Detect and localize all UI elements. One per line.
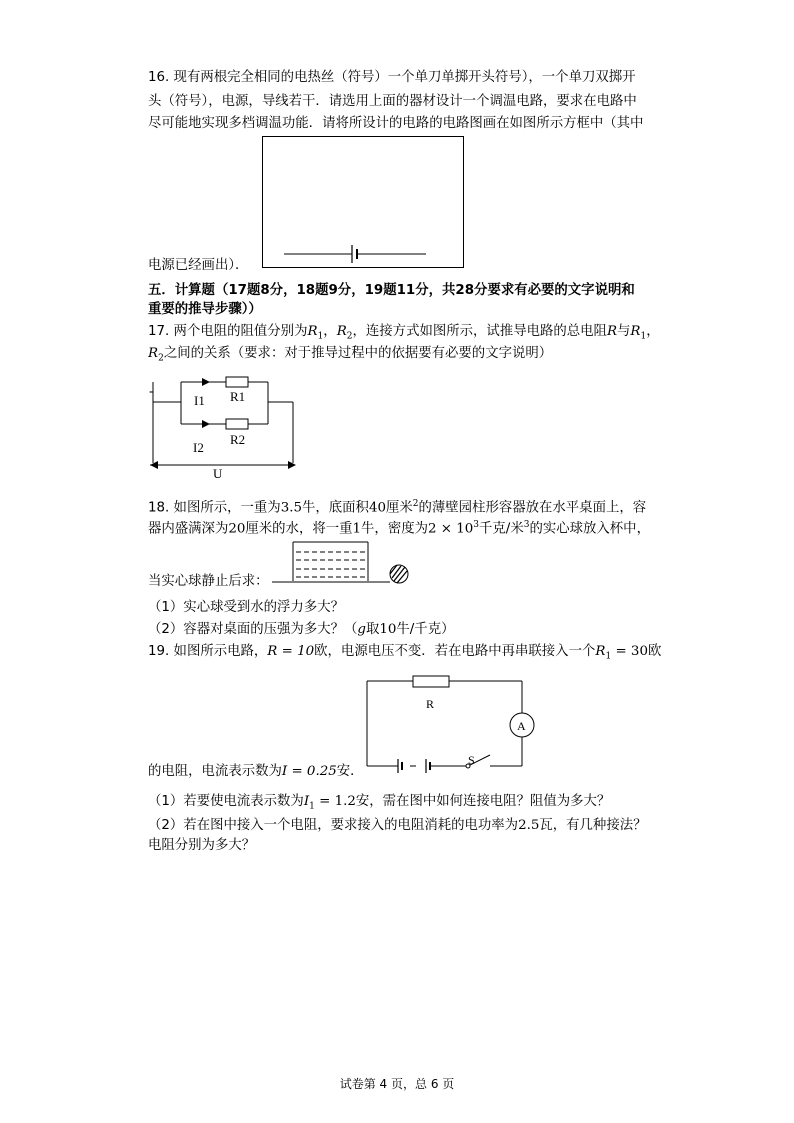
q19-sub-2: （2）若在图中接入一个电阻，要求接入的电阻消耗的电功率为2.5瓦，有几种接法？ — [148, 818, 647, 833]
ammeter-a-label: A — [517, 719, 526, 733]
resistor-r-label: R — [426, 697, 435, 711]
q19-sub-2-cont: 电阻分别为多大？ — [148, 838, 256, 853]
q17-line-2: $R_2$之间的关系（要求：对于推导过程中的依据要有必要的文字说明） — [148, 346, 553, 364]
section-heading-line-1: 五．计算题（17题8分，18题9分，19题11分，共28分要求有必要的文字说明和 — [148, 283, 635, 298]
switch-s-label: S — [468, 753, 475, 767]
q18-sub-1: （1）实心球受到水的浮力多大？ — [148, 600, 344, 615]
arrow-u-left-icon — [150, 461, 158, 469]
q16-answer-box — [262, 136, 466, 270]
q18-line-1: 18. 如图所示，一重为3.5牛，底面积40厘米$^2$的薄壁园柱形容器放在水平桌面上，容 — [148, 499, 647, 516]
q17-parallel-circuit — [146, 372, 301, 484]
q19-sub-1: （1）若要使电流表示数为$I_1 = 1.2$安，需在图中如何连接电阻？阻值为多大？ — [148, 794, 611, 812]
q16-line-2: 头（符号），电源，导线若干．请选用上面的器材设计一个调温电路，要求在电路中 — [148, 94, 637, 109]
arrow-i1-icon — [202, 378, 210, 386]
q19-series-circuit — [364, 674, 540, 778]
q18-line-2: 器内盛满深为20厘米的水，将一重1牛，密度为$2 \times 10^3$千克/米$^3$的实心球放入杯中， — [148, 520, 650, 537]
q16-line-4: 电源已经画出）． — [148, 258, 249, 273]
q18-sub-2: （2）容器对桌面的压强为多大？（g取10牛/千克） — [148, 622, 455, 637]
u-label: U — [213, 466, 223, 481]
q18-line-3: 当实心球静止后求： — [148, 574, 269, 589]
r2-label: R2 — [230, 432, 246, 447]
page-footer: 试卷第 4 页，总 6 页 — [339, 1077, 455, 1091]
battery-symbol — [284, 245, 426, 263]
i2-label: I2 — [193, 440, 204, 455]
q17-line-1: 17. 两个电阻的阻值分别为$R_1$，$R_2$，连接方式如图所示，试推导电路的总电阻R与$R_1$， — [148, 324, 660, 342]
q16-line-1: 16. 现有两根完全相同的电热丝（符号）一个单刀单掷开头符号），一个单刀双掷开 — [148, 70, 636, 85]
q19-line-1: 19. 如图所示电路，R = 10欧，电源电压不变．若在电路中再串联接入一个$R_1 = 30$欧 — [148, 644, 662, 662]
q18-container-figure — [268, 540, 413, 588]
section-heading-line-2: 重要的推导步骤）） — [148, 302, 262, 317]
arrow-i2-icon — [202, 420, 210, 428]
q16-line-3: 尽可能地实现多档调温功能．请将所设计的电路的电路图画在如图所示方框中（其中 — [148, 116, 644, 131]
r1-label: R1 — [230, 389, 246, 404]
minus-label: - — [149, 384, 154, 399]
i1-label: I1 — [194, 393, 205, 408]
q19-line-2: 的电阻，电流表示数为I = 0.25安． — [148, 764, 364, 779]
arrow-u-right-icon — [288, 461, 296, 469]
